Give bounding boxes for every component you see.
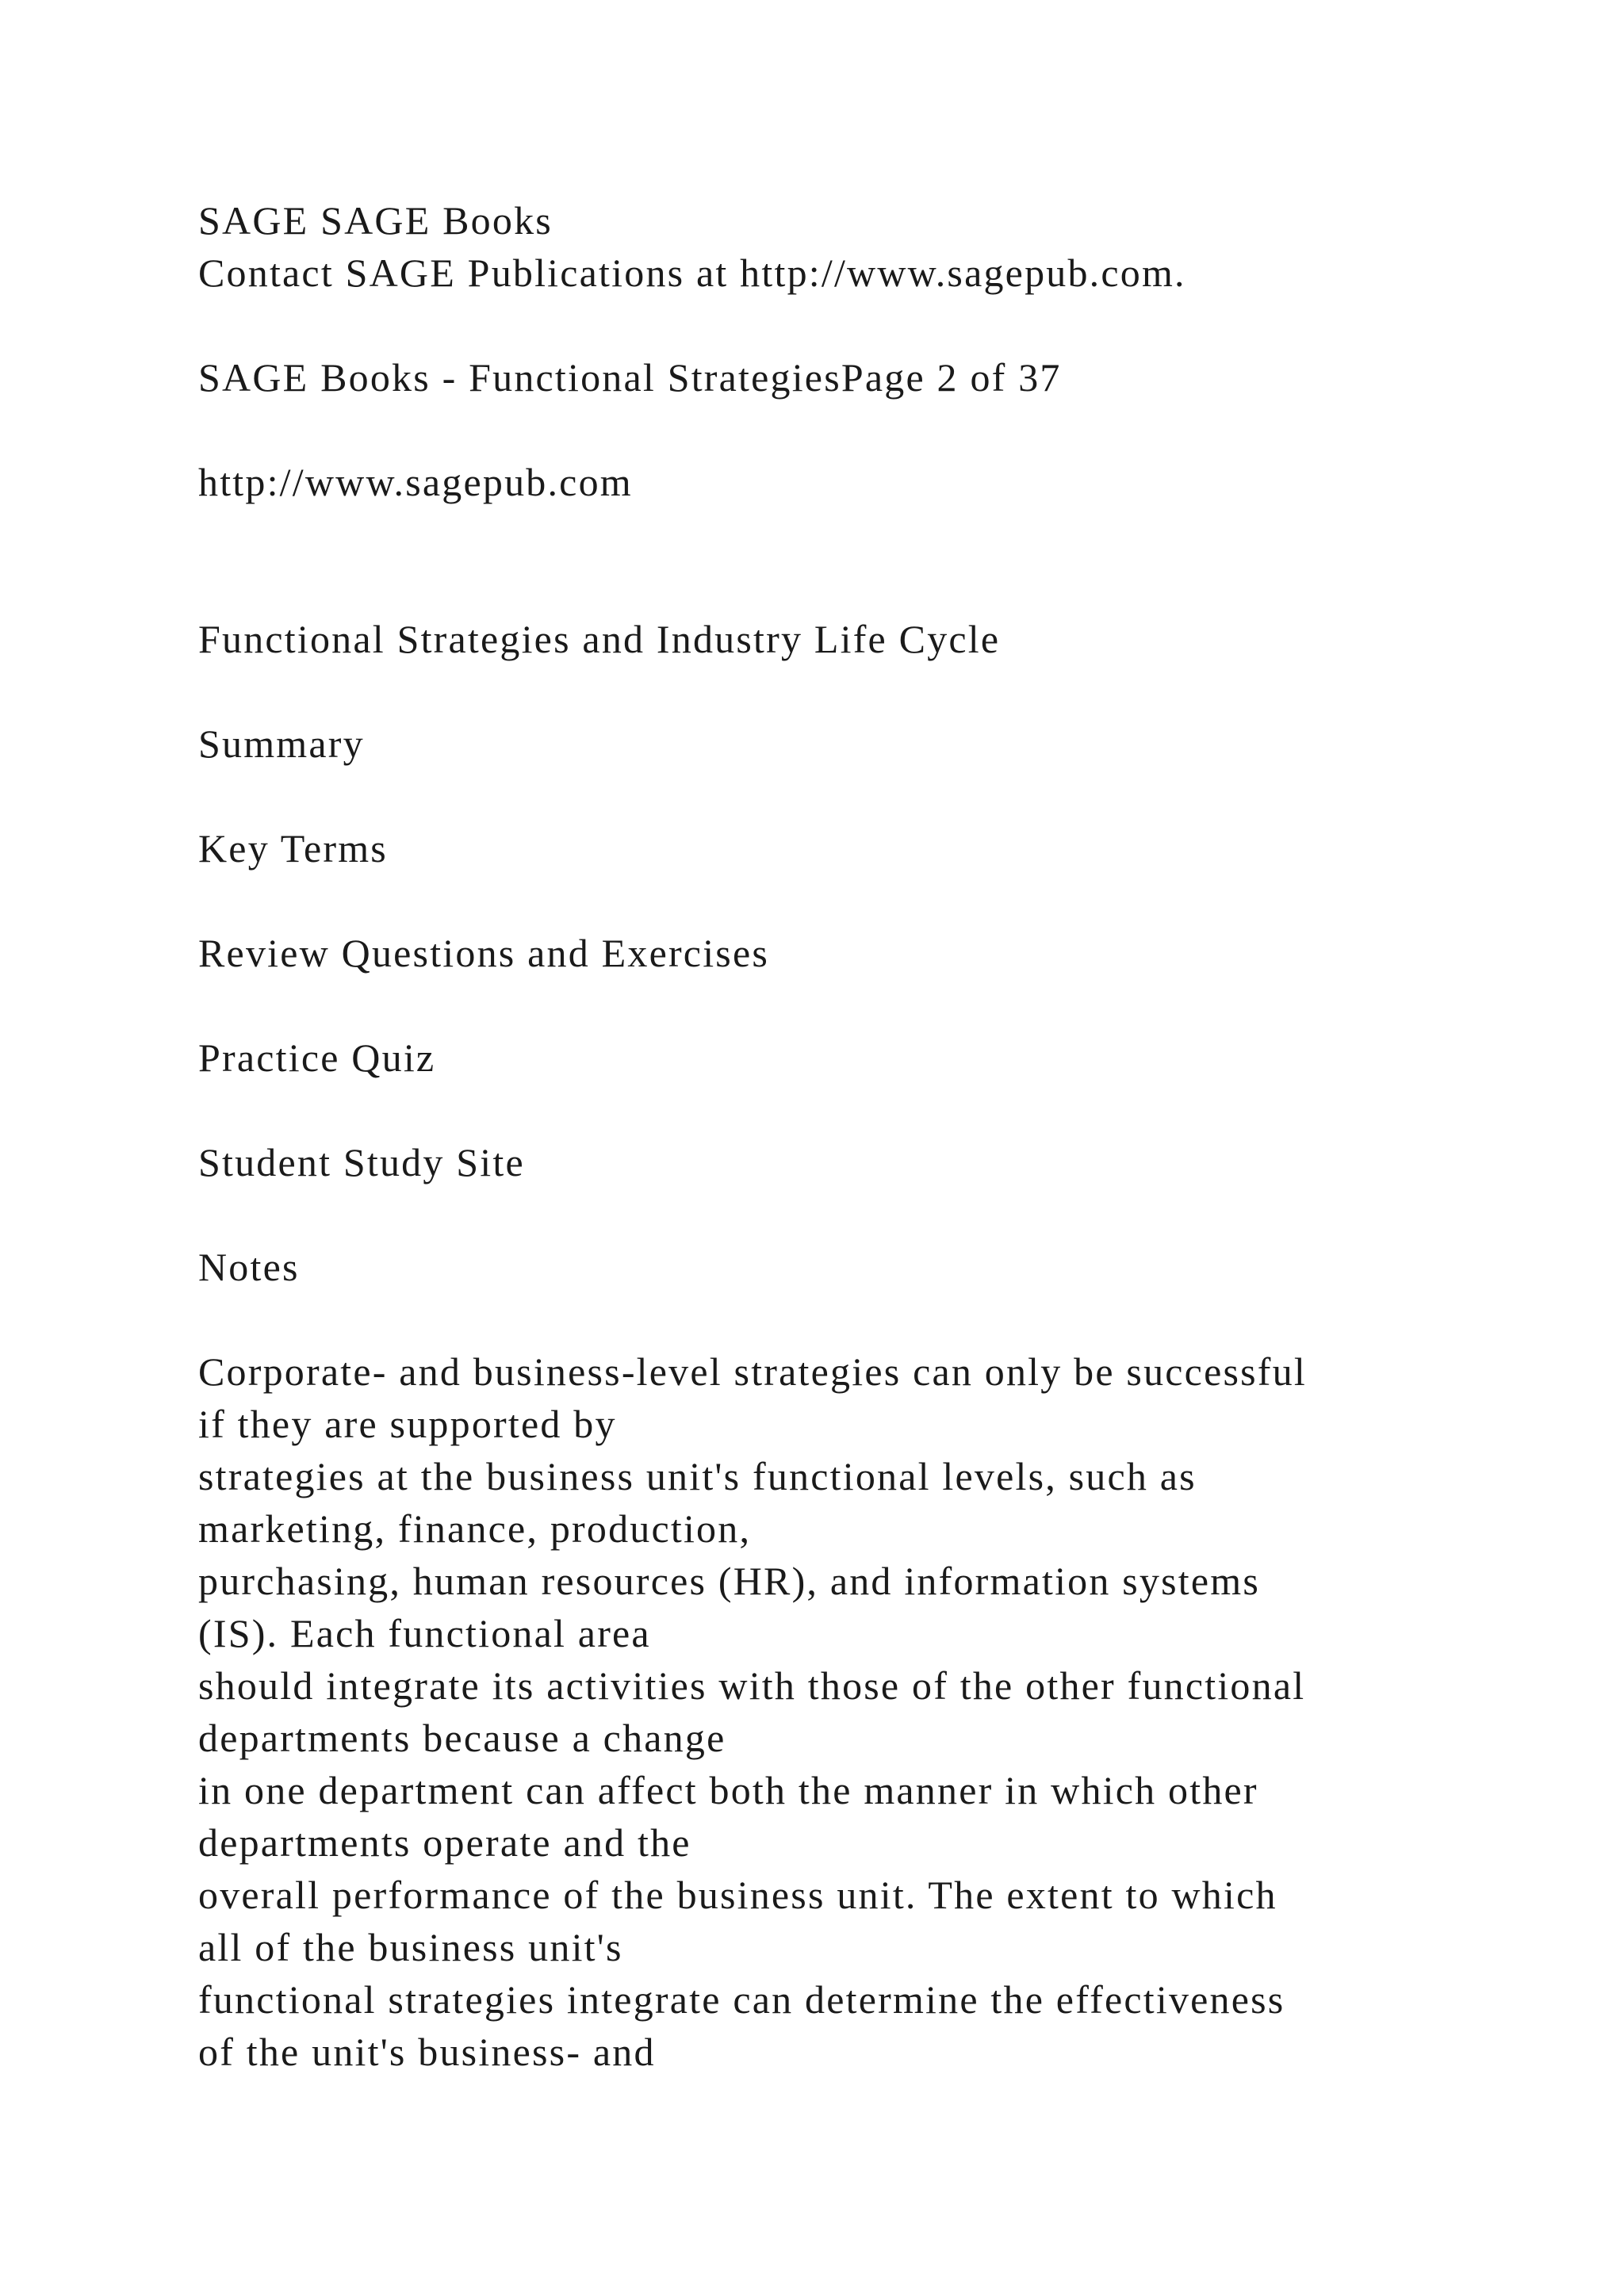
spacer xyxy=(198,1293,1435,1345)
header-contact: Contact SAGE Publications at http://www.sagepub.com. xyxy=(198,251,1186,295)
body-line: departments because a change xyxy=(198,1716,726,1760)
source-url: http://www.sagepub.com xyxy=(198,460,633,504)
body-line: Corporate- and business-level strategies can only be successful xyxy=(198,1349,1307,1394)
toc-item: Functional Strategies and Industry Life Cycle xyxy=(198,617,1001,661)
toc-item: Student Study Site xyxy=(198,1140,525,1184)
spacer xyxy=(198,770,1435,822)
body-line: overall performance of the business unit. The extent to which xyxy=(198,1873,1277,1917)
body-line: strategies at the business unit's functional levels, such as xyxy=(198,1454,1197,1498)
body-line: (IS). Each functional area xyxy=(198,1611,651,1655)
body-line: departments operate and the xyxy=(198,1820,691,1865)
toc-item: Key Terms xyxy=(198,826,388,871)
body-line: functional strategies integrate can determine the effectiveness xyxy=(198,1977,1285,2022)
document-page xyxy=(198,194,1435,2078)
body-line: of the unit's business- and xyxy=(198,2030,656,2074)
body-line: marketing, finance, production, xyxy=(198,1506,752,1551)
spacer xyxy=(198,1084,1435,1136)
toc-item: Notes xyxy=(198,1245,300,1289)
spacer xyxy=(198,299,1435,351)
toc-item: Practice Quiz xyxy=(198,1035,436,1080)
spacer xyxy=(198,508,1435,613)
body-line: if they are supported by xyxy=(198,1402,617,1446)
toc-item: Review Questions and Exercises xyxy=(198,931,770,975)
spacer xyxy=(198,979,1435,1031)
body-line: should integrate its activities with those of the other functional xyxy=(198,1663,1306,1708)
spacer xyxy=(198,1188,1435,1241)
spacer xyxy=(198,665,1435,718)
header-publisher: SAGE SAGE Books xyxy=(198,198,553,243)
body-line: all of the business unit's xyxy=(198,1925,623,1969)
spacer xyxy=(198,404,1435,456)
toc-item: Summary xyxy=(198,721,365,766)
body-line: in one department can affect both the manner in which other xyxy=(198,1768,1258,1812)
page-info: SAGE Books - Functional StrategiesPage 2 of 37 xyxy=(198,355,1062,400)
body-line: purchasing, human resources (HR), and information systems xyxy=(198,1559,1261,1603)
spacer xyxy=(198,874,1435,927)
